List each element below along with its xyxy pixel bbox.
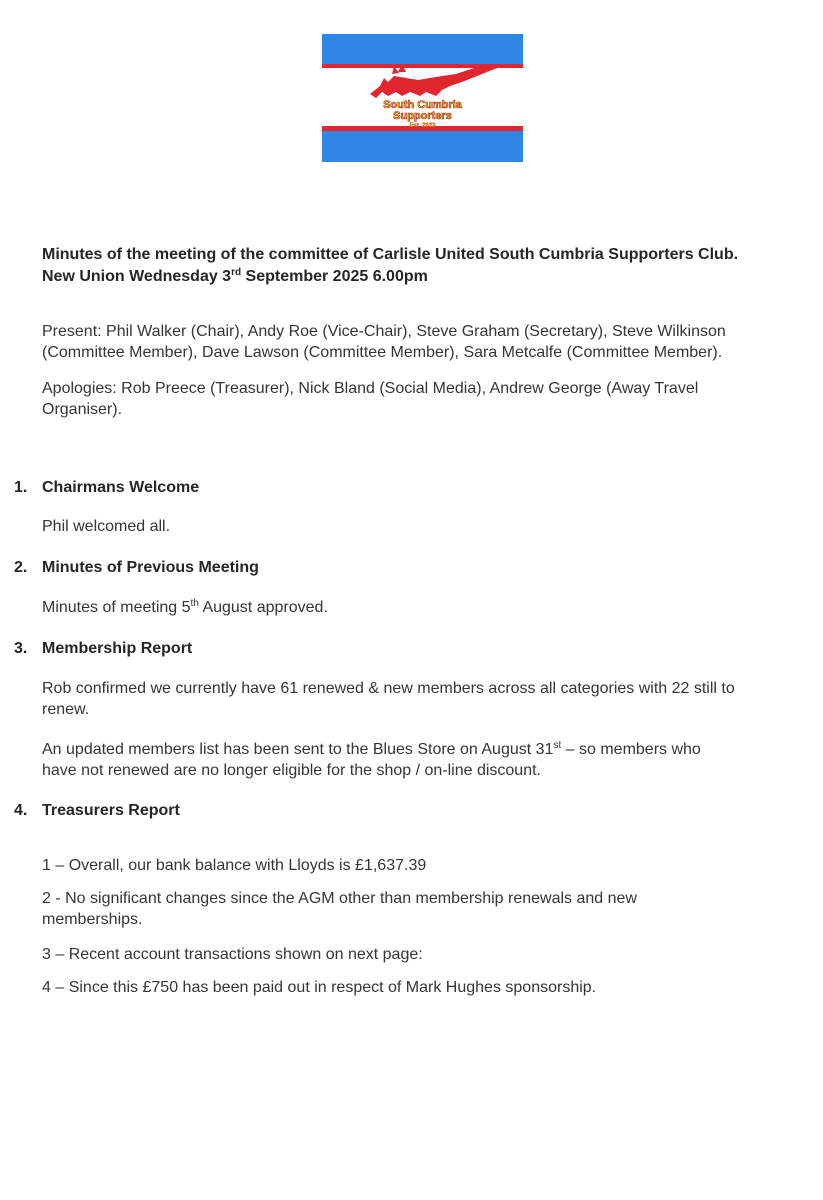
apologies-line-1: Apologies: Rob Preece (Treasurer), Nick Bland (Social Media), Andrew George (Away Travel — [42, 380, 699, 397]
membership-paragraph-2: An updated members list has been sent to the Blues Store on August 31st – so members who have not renewed are no longer eligible for the shop / on-line discount. — [42, 740, 701, 779]
section-title: Treasurers Report — [42, 802, 180, 819]
previous-minutes-text: Minutes of meeting 5th August approved. — [42, 598, 328, 616]
section-title: Minutes of Previous Meeting — [42, 559, 259, 576]
section-title: Membership Report — [42, 640, 193, 657]
welcome-text: Phil welcomed all. — [42, 518, 171, 535]
treasurer-item-3: 3 – Recent account transactions shown on next page: — [42, 946, 423, 963]
apologies-line-2: Organiser). — [42, 401, 123, 418]
treasurer-item-2: 2 - No significant changes since the AGM other than membership renewals and new memberships. — [42, 890, 637, 928]
club-logo — [322, 34, 523, 162]
section-title: Chairmans Welcome — [42, 479, 200, 496]
title-line-1: Minutes of the meeting of the committee of Carlisle United South Cumbria Supporters Club. — [42, 246, 739, 263]
logo-line-3: Est. 2023 — [409, 123, 436, 129]
document-title — [42, 244, 812, 288]
attendees-present — [42, 321, 782, 363]
logo-line-2: Supporters — [393, 110, 452, 122]
section-number: 2. — [14, 559, 28, 576]
apologies — [42, 378, 782, 420]
title-line-2: New Union Wednesday 3rd September 2025 6.00pm — [42, 267, 428, 285]
present-line-1: Present: Phil Walker (Chair), Andy Roe (Vice-Chair), Steve Graham (Secretary), Steve Wilkinson — [42, 323, 726, 340]
fox-icon — [322, 34, 523, 162]
treasurer-item-1: 1 – Overall, our bank balance with Lloyds is £1,637.39 — [42, 857, 427, 874]
section-number: 3. — [14, 640, 28, 657]
section-number: 1. — [14, 479, 28, 496]
logo-line-1: South Cumbria — [383, 99, 462, 111]
treasurer-item-4: 4 – Since this £750 has been paid out in respect of Mark Hughes sponsorship. — [42, 979, 597, 996]
present-line-2: (Committee Member), Dave Lawson (Committee Member), Sara Metcalfe (Committee Member). — [42, 344, 723, 361]
membership-paragraph-1: Rob confirmed we currently have 61 renewed & new members across all categories with 22 still to renew. — [42, 680, 735, 718]
section-number: 4. — [14, 802, 28, 819]
